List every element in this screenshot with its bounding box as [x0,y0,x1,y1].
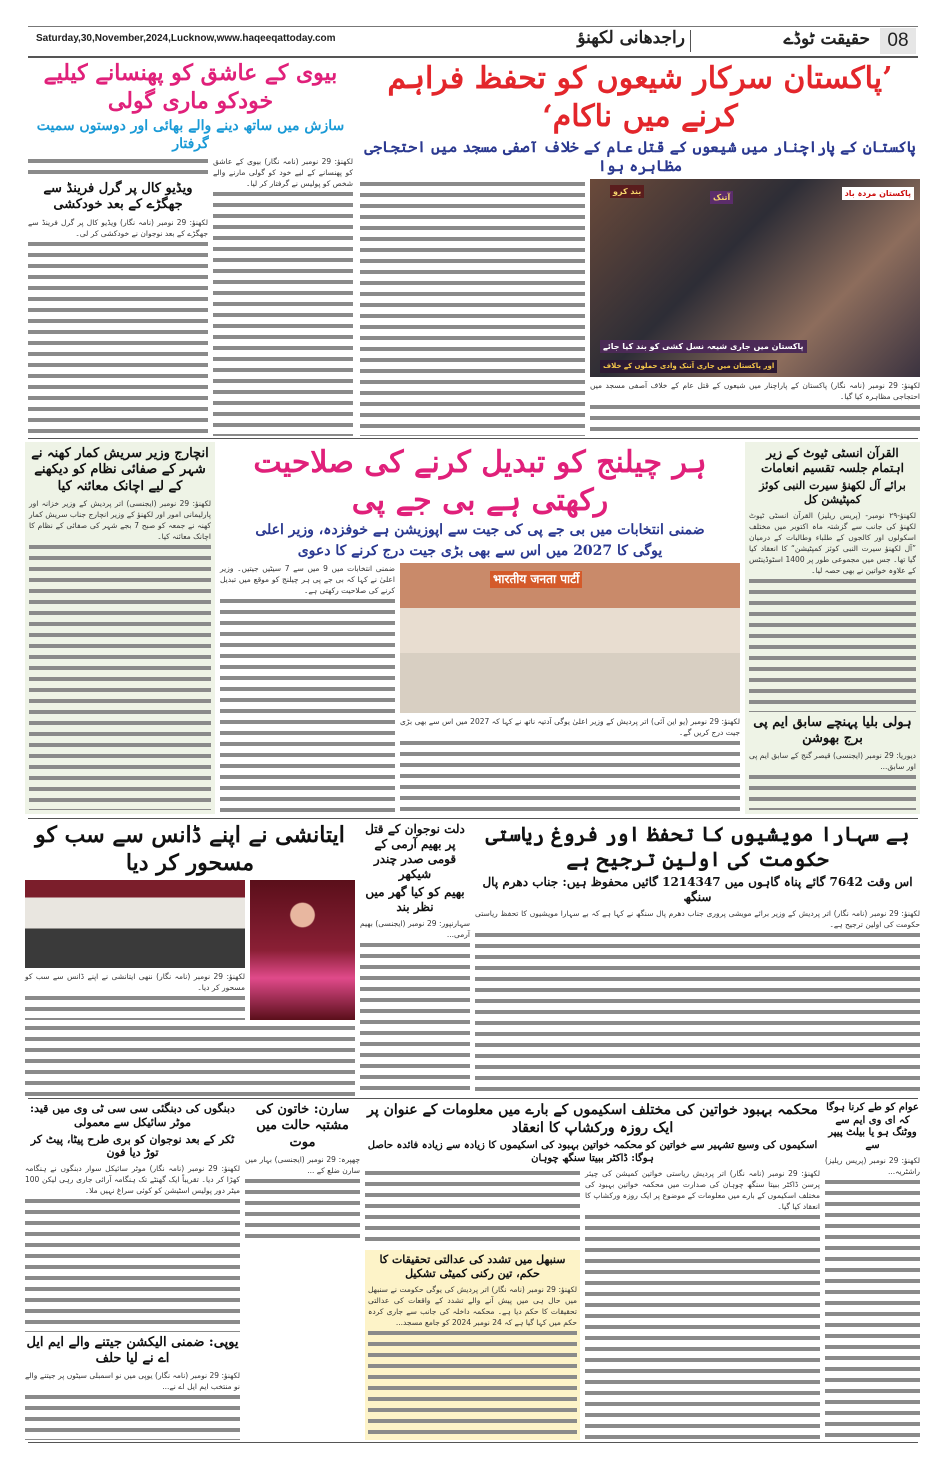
quran-headline-1: القرآن انسٹی ٹیوٹ کے زیر اہتمام جلسہ تقسیم انعامات [761,446,904,475]
cctv-text: لکھنؤ: 29 نومبر (نامہ نگار) موٹر سائیکل سوار دبنگوں نے ہنگامہ کھڑا کر دیا۔ تقریباً ایک گھنٹے تک ہنگامہ آرائی جاری رہی لیکن 100 میٹر دور پولیس اسٹیشن کو کوئی سراغ نہیں ملا۔ [25,1164,241,1195]
cctv-column [25,1102,240,1440]
masthead-logo: حقیقت ٹوڈے [783,29,870,49]
brij-text: دیوریا: 29 نومبر (ایجنسی) قیصر گنج کے سابق ایم پی اور سابق... [749,751,916,771]
wife-headline: بیوی کے عاشق کو پھنسانے کیلیے خودکو ماری گولی [43,60,338,114]
bottom-rule [28,1442,918,1443]
bjp-text: ضمنی انتخابات میں 9 میں سے 7 سیٹیں جیتیں۔ وزیر اعلیٰ نے کہا کہ بی جے پی ہر چیلنج کو موقع میں تبدیل کرنے کی صلاحیت رکھتی ہے۔ [220,564,396,595]
dateline: Saturday,30,November,2024,Lucknow,www.haqeeqattoday.com [36,33,336,44]
sambhal-text: لکھنؤ: 29 نومبر (نامہ نگار) اتر پردیش کی یوگی حکومت نے سنبھل میں حال ہی میں پیش آنے والے تشدد کے واقعات کی عدالتی تحقیقات کا حکم دیا ہے۔ محکمہ داخلہ کی جانب سے جاری کردہ حکم میں کہا گیا ہے کہ 24 نومبر 2024 کو جامع مسجد... [368,1284,577,1327]
khanna-headline: انچارج وزیر سریش کمار کھنہ نے شہر کے صفائی نظام کو دیکھنے کے لیے اچانک معائنہ کیا [31,446,209,494]
workshop-body [585,1168,820,1440]
pakistan-body [360,179,585,437]
khanna-box [25,442,215,814]
caption-text: لکھنؤ: 29 نومبر (نامہ نگار) پاکستان کے پاراچنار میں شیعوں کے قتل عام کے خلاف آصفی مسجد میں احتجاجی مظاہرہ کیا گیا۔ [590,381,920,401]
banner-text: اور پاکستان میں جاری آتنک وادی حملوں کے خلاف [600,360,777,373]
cattle-headline: بے سہارا مویشیوں کا تحفظ اور فروغ ریاستی حکومت کی اولین ترجیح ہے [485,822,910,871]
workshop-subhead: اسکیموں کی وسیع تشہیر سے خواتین کو محکمہ خواتین بہبود کی اسکیموں کا زیادہ سے زیادہ فائدہ حاصل ہوگا: ڈاکٹر ببیتا سنگھ چوہان [367,1140,818,1164]
dance-body [25,971,245,1020]
bhim-headline-2: بھیم کو کیا گھر میں نظر بند [365,885,465,914]
party-banner: भारतीय जनता पार्टी [490,571,582,588]
cctv-headline-2: ٹکر کے بعد نوجوان کو بری طرح پیٹا، پیٹ کر توڑ دیا فون [30,1132,235,1160]
saran-text: چھپرہ: 29 نومبر (ایجنسی) بہار میں سارن ضلع کے ... [245,1154,360,1175]
workshop-headline: محکمہ بہبود خواتین کی مختلف اسکیموں کے بارے میں معلومات کے عنوان پر ایک روزہ ورکشاپ کا انعقاد [367,1102,818,1136]
mla-headline: یوپی: ضمنی الیکشن جیتنے والے ایم ایل اے نے لیا حلف [26,1334,239,1366]
bhim-text: سہارنپور: 29 نومبر (ایجنسی) بھیم آرمی... [360,919,471,939]
dance-girl-photo [250,880,355,1020]
bjp-headline: ہر چیلنج کو تبدیل کرنے کی صلاحیت رکھتی ہے بی جے پی [253,445,707,518]
khanna-text: لکھنؤ: 29 نومبر (ایجنسی) اتر پردیش کے وزیر خزانہ اور پارلیمانی امور اور لکھنؤ کے وزیر انچارج جناب سریش کمار کھنہ نے جمعہ کو صبح 7 بجے شہر کی صفائی کے نظام کا اچانک معائنہ کیا۔ [29,498,212,541]
workshop-text: لکھنؤ: 29 نومبر (نامہ نگار) اتر پردیش ریاستی خواتین کمیشن کی چیئر پرسن ڈاکٹر ببیتا سنگھ چوہان کی صدارت میں محکمہ خواتین بہبود کی مختلف اسکیموں کے بارے میں معلومات کے موضوع پر ایک روزہ ورکشاپ کا انعقاد کیا گیا۔ [585,1169,820,1211]
saran-body [245,1154,360,1244]
quran-body [749,510,916,712]
rule [28,438,918,439]
protest-photo [590,179,920,378]
protest-caption [590,380,920,436]
quran-headline-2: برائے آل لکھنؤ سیرت النبی کوئز کمپٹیشن کل [759,479,906,506]
sign-text: بند کرو [610,185,644,198]
pakistan-story [360,60,920,436]
brij-headline: ہولی بلیا پہنچے سابق ایم پی برج بھوشن [753,714,912,746]
rule [28,818,918,819]
bjp-photo [400,563,740,713]
evm-headline: عوام کو طے کرنا ہوگا کہ ای وی ایم سے ووٹنگ ہو یا بیلٹ پیپر سے [826,1102,919,1151]
dance-headline: ایتانشی نے اپنے ڈانس سے سب کو مسحور کر دیا [35,822,345,876]
top-rule [28,26,918,27]
bjp-story [220,444,740,814]
cattle-subhead: اس وقت 7642 گائے پناہ گاہوں میں 1214347 گائیں محفوظ ہیں: جناب دھرم پال سنگھ [482,875,913,904]
bjp-subhead-1: ضمنی انتخابات میں بی جے پی کی جیت سے اپوزیشن ہے خوفزدہ، وزیر اعلی [255,522,705,538]
prev-body [28,156,208,178]
khanna-body [29,498,211,810]
sambhal-body [368,1284,577,1438]
workshop-story [365,1102,820,1440]
workshop-body-2 [365,1168,580,1247]
bjp-subhead-2: یوگی کا 2027 میں اس سے بھی بڑی جیت درج کرنے کا دعوی [297,542,663,559]
videocall-headline: ویڈیو کال پر گرل فرینڈ سے جھگڑے کے بعد خودکشی [43,181,193,213]
cattle-text: لکھنؤ: 29 نومبر (نامہ نگار) اتر پردیش کے وزیر برائے مویشی پروری جناب دھرم پال سنگھ نے کہا ہے کہ بے سہارا مویشیوں کا تحفظ ریاستی حکومت کی اولین ترجیح ہے۔ [475,909,920,929]
dance-group-photo [25,880,245,968]
saran-story [245,1102,360,1440]
page-number: 08 [880,28,916,54]
dance-body-2 [25,1023,355,1096]
videocall-text: لکھنؤ: 29 نومبر (نامہ نگار) ویڈیو کال پر گرل فرینڈ سے جھگڑے کے بعد نوجوان نے خودکشی کر لی۔ [28,217,208,238]
cattle-body [475,908,920,1096]
mla-text: لکھنؤ: 29 نومبر (نامہ نگار) یوپی میں نو اسمبلی سیٹوں پر جیتنے والے نو منتخب ایم ایل اے نے... [25,1371,240,1391]
dance-story [25,822,355,1096]
bjp-text-2: لکھنؤ: 29 نومبر (یو این آئی) اتر پردیش کے وزیر اعلیٰ یوگی آدتیہ ناتھ نے کہا کہ 2027 میں اس سے بھی بڑی جیت درج کریں گے۔ [400,717,740,737]
brij-body [749,750,916,810]
saran-headline: سارن: خاتون کی مشتبہ حالت میں موت [255,1102,350,1150]
header-divider [690,30,691,52]
videocall-body [28,217,208,437]
wife-body [213,156,353,436]
sign-text: آتنک [710,191,733,204]
cattle-story [475,822,920,1096]
sambhal-box [365,1250,580,1440]
pakistan-subhead: پاکستان کے پاراچنار میں شیعوں کے قتل عام کے خلاف آصفی مسجد میں احتجاجی مظاہرہ ہوا [364,138,916,175]
wife-story [28,60,353,436]
evm-story [825,1102,920,1440]
banner-text: پاکستان میں جاری شیعہ نسل کشی کو بند کیا جائے [600,340,807,353]
evm-text: لکھنؤ: 29 نومبر (پریس ریلیز) راشٹریہ... [825,1156,921,1176]
quran-box [745,442,920,814]
header-rule [28,56,918,58]
bjp-body-col [220,563,395,814]
sambhal-headline: سنبھل میں تشدد کی عدالتی تحقیقات کا حکم، تین رکنی کمیٹی تشکیل [379,1253,566,1280]
evm-body [825,1155,920,1440]
bhim-story [360,822,470,1096]
bhim-headline-1: دلت نوجوان کے قتل پر بھیم آرمی کے قومی صدر چندر شیکھر [365,822,465,881]
quran-text: لکھنؤ-۲۹ نومبر- (پریس ریلیز) القرآن انسٹی ٹیوٹ لکھنؤ کی جانب سے گزشتہ ماہ اکتوبر میں مختلف اسکولوں اور کالجوں کے طلباء وطالبات کے درمیان ”آل لکھنؤ سیرت النبی کوئز کمپٹیشن“ کا انعقاد کیا گیا تھا۔ جس میں مجموعی طور پر 1400 اسٹوڈینٹس کے علاوہ خواتین نے بھی حصہ لیا۔ [749,510,916,575]
cctv-body [25,1163,240,1332]
cctv-headline-1: دبنگوں کی دبنگئی سی سی ٹی وی میں قید: موٹر سائیکل سے معمولی [30,1102,235,1129]
wife-text: لکھنؤ: 29 نومبر (نامہ نگار) بیوی کے عاشق کو پھنسانے کے لیے خود کو گولی مارنے والے شخص کو پولیس نے گرفتار کر لیا۔ [213,157,353,188]
bjp-body-2 [400,716,740,814]
sign-text: پاکستان مردہ باد [842,187,914,200]
bhim-body [360,918,470,1096]
wife-subhead: سازش میں ساتھ دینے والے بھائی اور دوستوں سمیت گرفتار [36,118,345,152]
dance-text: لکھنؤ: 29 نومبر (نامہ نگار) ننھی ایتانشی نے اپنے ڈانس سے سب کو مسحور کر دیا۔ [25,972,245,992]
pakistan-headline: ’پاکستان سرکار شیعوں کو تحفظ فراہم کرنے میں ناکام‘ [387,61,893,134]
section-title: راجدھانی لکھنؤ [577,28,685,48]
rule [28,1098,918,1099]
mla-body [25,1370,240,1440]
